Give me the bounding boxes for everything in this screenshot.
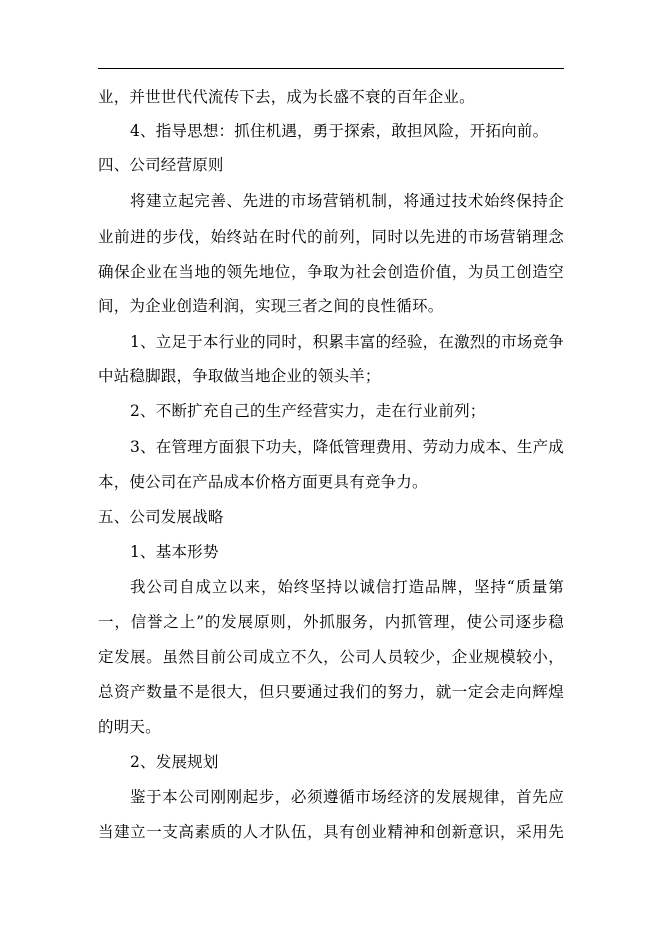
subsection-heading: 2、发展规划 <box>130 753 219 771</box>
text-line: 总资产数量不是很大，但只要通过我们的努力，就一定会走向辉煌 <box>98 683 564 701</box>
text-line: 业，并世世代代流传下去，成为长盛不衰的百年企业。 <box>98 88 475 106</box>
text-line: 鉴于本公司刚刚起步，必须遵循市场经济的发展规律，首先应 <box>130 788 564 806</box>
text-line: 4、指导思想：抓住机遇，勇于探索，敢担风险，开拓向前。 <box>130 122 549 140</box>
text-line: 3、在管理方面狠下功夫，降低管理费用、劳动力成本、生产成 <box>130 438 564 456</box>
text-line: 本，使公司在产品成本价格方面更具有竞争力。 <box>98 473 428 491</box>
text-line: 中站稳脚跟，争取做当地企业的领头羊； <box>98 367 381 385</box>
subsection-heading: 1、基本形势 <box>130 543 219 561</box>
text-line: 的明天。 <box>98 718 161 736</box>
text-line: 2、不断扩充自己的生产经营实力，走在行业前列； <box>130 402 486 420</box>
text-line: 当建立一支高素质的人才队伍，具有创业精神和创新意识，采用先 <box>98 823 564 841</box>
text-line: 定发展。虽然目前公司成立不久，公司人员较少，企业规模较小， <box>98 648 564 666</box>
text-line: 业前进的步伐，始终站在时代的前列，同时以先进的市场营销理念 <box>98 228 564 246</box>
section-heading: 五、公司发展战略 <box>98 508 224 526</box>
text-line: 1、立足于本行业的同时，积累丰富的经验，在激烈的市场竞争 <box>130 333 564 351</box>
text-line: 确保企业在当地的领先地位，争取为社会创造价值，为员工创造空 <box>98 263 564 281</box>
header-rule <box>98 68 564 69</box>
text-line: 我公司自成立以来，始终坚持以诚信打造品牌，坚持“质量第 <box>130 578 564 596</box>
text-line: 将建立起完善、先进的市场营销机制，将通过技术始终保持企 <box>130 192 564 210</box>
text-line: 一，信誉之上”的发展原则，外抓服务，内抓管理，使公司逐步稳 <box>98 613 564 631</box>
section-heading: 四、公司经营原则 <box>98 156 224 174</box>
text-line: 间，为企业创造利润，实现三者之间的良性循环。 <box>98 297 444 315</box>
